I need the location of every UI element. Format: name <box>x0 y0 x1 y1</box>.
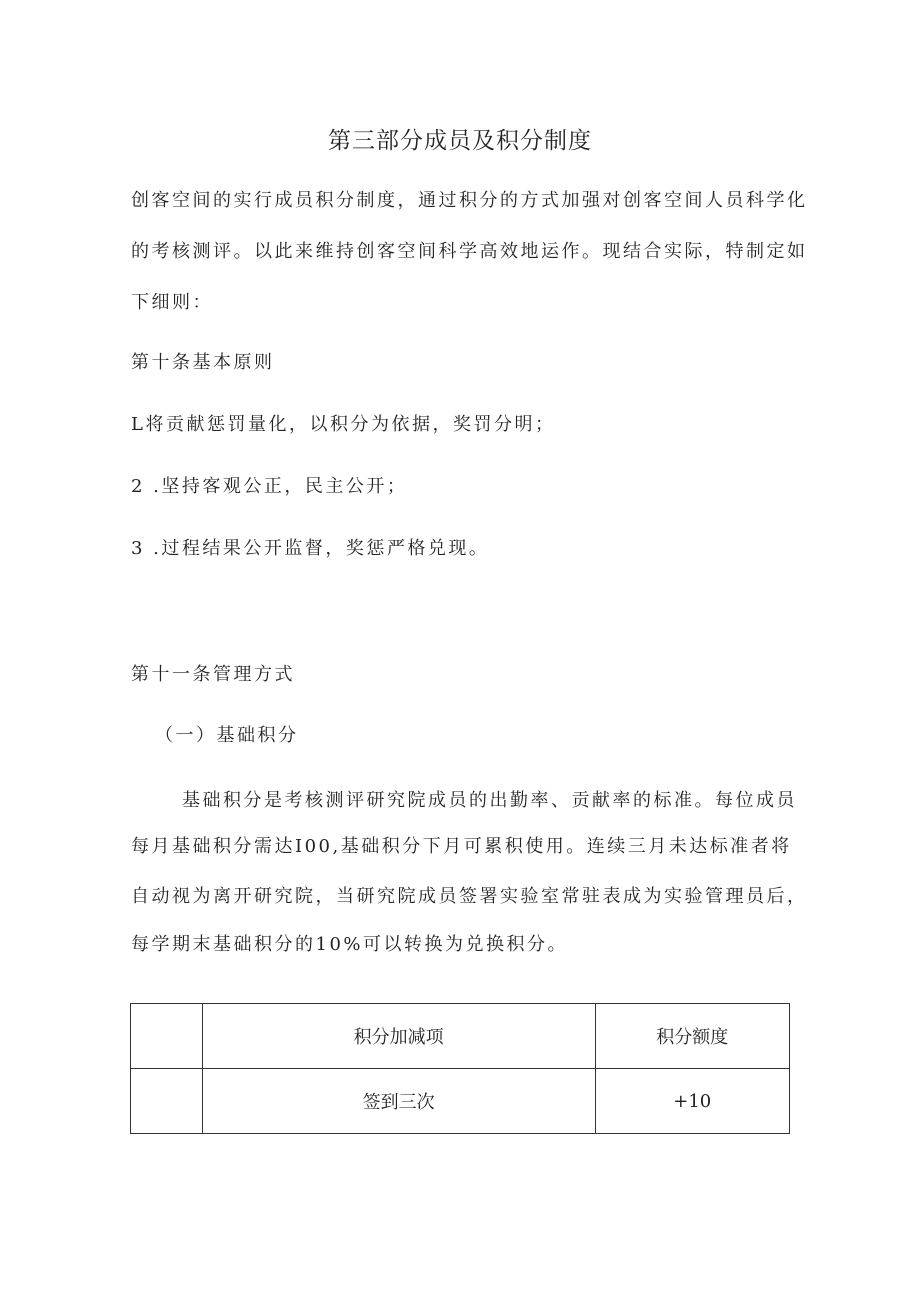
points-table <box>130 1003 790 1134</box>
intro-line-2: 的考核测评。以此来维持创客空间科学高效地运作。现结合实际，特制定如 <box>131 241 808 262</box>
table-header-cell: 积分加减项 <box>202 1004 595 1069</box>
paragraph-line-2: 每月基础积分需达I00,基础积分下月可累积使用。连续三月未达标准者将 <box>131 836 792 857</box>
paragraph-line-3: 自动视为离开研究院，当研究院成员签署实验室常驻表成为实验管理员后， <box>131 886 808 907</box>
article-10-item-1: L将贡献惩罚量化，以积分为依据，奖罚分明； <box>131 414 556 435</box>
article-11-heading: 第十一条管理方式 <box>131 664 295 685</box>
table-cell: +10 <box>595 1069 790 1134</box>
intro-line-1: 创客空间的实行成员积分制度，通过积分的方式加强对创客空间人员科学化 <box>131 190 808 211</box>
table-cell <box>131 1069 203 1134</box>
paragraph-line-1: 基础积分是考核测评研究院成员的出勤率、贡献率的标准。每位成员 <box>182 790 797 811</box>
article-10-heading: 第十条基本原则 <box>131 352 275 373</box>
page-title: 第三部分成员及积分制度 <box>328 128 592 154</box>
table-row <box>131 1069 790 1134</box>
article-11-subheading: （一）基础积分 <box>155 725 299 746</box>
table-header-row <box>131 1004 790 1069</box>
article-10-item-3: 3 .过程结果公开监督，奖惩严格兑现。 <box>131 538 490 559</box>
intro-line-3: 下细则： <box>131 292 213 313</box>
table-header-cell <box>131 1004 203 1069</box>
table-cell: 签到三次 <box>202 1069 595 1134</box>
article-10-item-2: 2 .坚持客观公正，民主公开； <box>131 476 408 497</box>
table-header-cell: 积分额度 <box>595 1004 790 1069</box>
paragraph-line-4: 每学期末基础积分的10%可以转换为兑换积分。 <box>131 934 569 955</box>
